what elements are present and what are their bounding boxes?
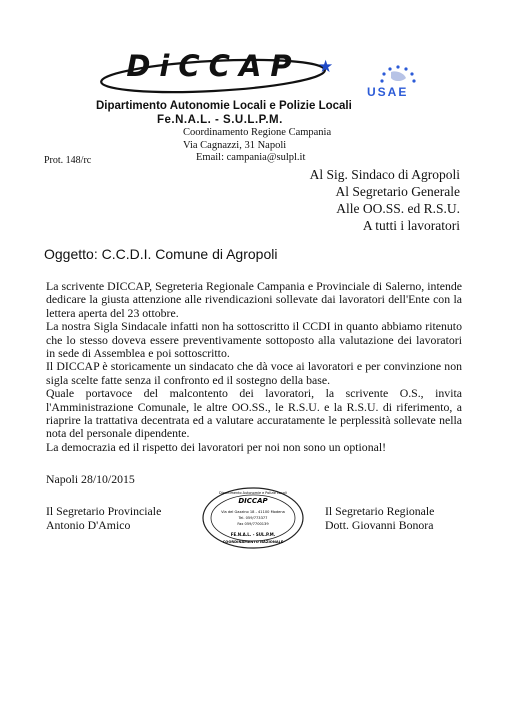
left-signature-title: Il Segretario Provinciale (46, 504, 162, 518)
stamp-line: Fax 059/7700139 (237, 522, 269, 526)
diccap-logo-text: DiCCAP (126, 49, 301, 83)
stamp-line: Tel. 059/773377 (238, 516, 268, 520)
right-signature-name: Dott. Giovanni Bonora (325, 518, 434, 532)
usae-logo-text: USAE (367, 85, 409, 99)
stamp-name: DICCAP (238, 497, 268, 505)
address-label: Via Cagnazzi, 31 Napoli (183, 140, 287, 151)
federation-name: Fe.N.A.L. - S.U.L.P.M. (157, 114, 283, 126)
stamp-footer: COORDINAMENTO NAZIONALE (222, 540, 284, 544)
body-paragraph: Quale portavoce del malcontento dei lavoratori, la scrivente O.S., invita l'Amministrazione Comunale, le altre OO.SS., le R.S.U. e la R.S.U. di riferimento, a riaprire la trattativa decentrata ed a valutare accuratamente le perplessità sollevate nella nota del personale dipendente. (46, 386, 462, 441)
stamp-footer: FE.N.A.L. - SUL.P.M. (230, 532, 276, 537)
stamp-line: Via del Gazzino 18 - 41100 Modena (221, 510, 285, 514)
recipient-line: A tutti i lavoratori (362, 218, 460, 233)
body-paragraph: La democrazia ed il rispetto dei lavoratori per noi non sono un optional! (46, 439, 387, 454)
official-stamp (201, 486, 305, 550)
department-name: Dipartimento Autonomie Locali e Polizie Locali (96, 100, 352, 112)
right-signature-title: Il Segretario Regionale (325, 504, 435, 518)
letter-body (46, 280, 462, 454)
body-paragraph: Il DICCAP è storicamente un sindacato che dà voce ai lavoratori e per convinzione non sigla scelte fatte senza il confronto ed il sostegno della base. (46, 359, 462, 387)
recipient-line: Al Sig. Sindaco di Agropoli (309, 167, 460, 182)
star-icon: ★ (318, 57, 334, 77)
body-paragraph: La scrivente DICCAP, Segreteria Regionale Campania e Provinciale di Salerno, intende dedicare la giusta attenzione alle rivendicazioni sollevate dai lavoratori dell'Ente con la lettera aperta del 23 ottobre. (46, 279, 462, 320)
body-paragraph: La nostra Sigla Sindacale infatti non ha sottoscritto il CCDI in quanto abbiamo ritenuto che lo stesso doveva essere preventivamente sottoposto alla valutazione dei lavoratori in sede di Assemblea e poi sottoscritto. (46, 319, 462, 361)
letter-date: Napoli 28/10/2015 (46, 472, 135, 486)
protocol-number: Prot. 148/rc (44, 155, 92, 166)
recipient-line: Al Segretario Generale (335, 184, 460, 199)
coordination-label: Coordinamento Regione Campania (183, 127, 332, 138)
subject-line: Oggetto: C.C.D.I. Comune di Agropoli (44, 246, 278, 262)
stamp-top-arc: Dipartimento Autonomie e Polizie Locali (219, 491, 287, 495)
email-label: Email: campania@sulpl.it (196, 152, 306, 163)
left-signature-name: Antonio D'Amico (46, 518, 131, 532)
recipient-line: Alle OO.SS. ed R.S.U. (336, 201, 460, 216)
